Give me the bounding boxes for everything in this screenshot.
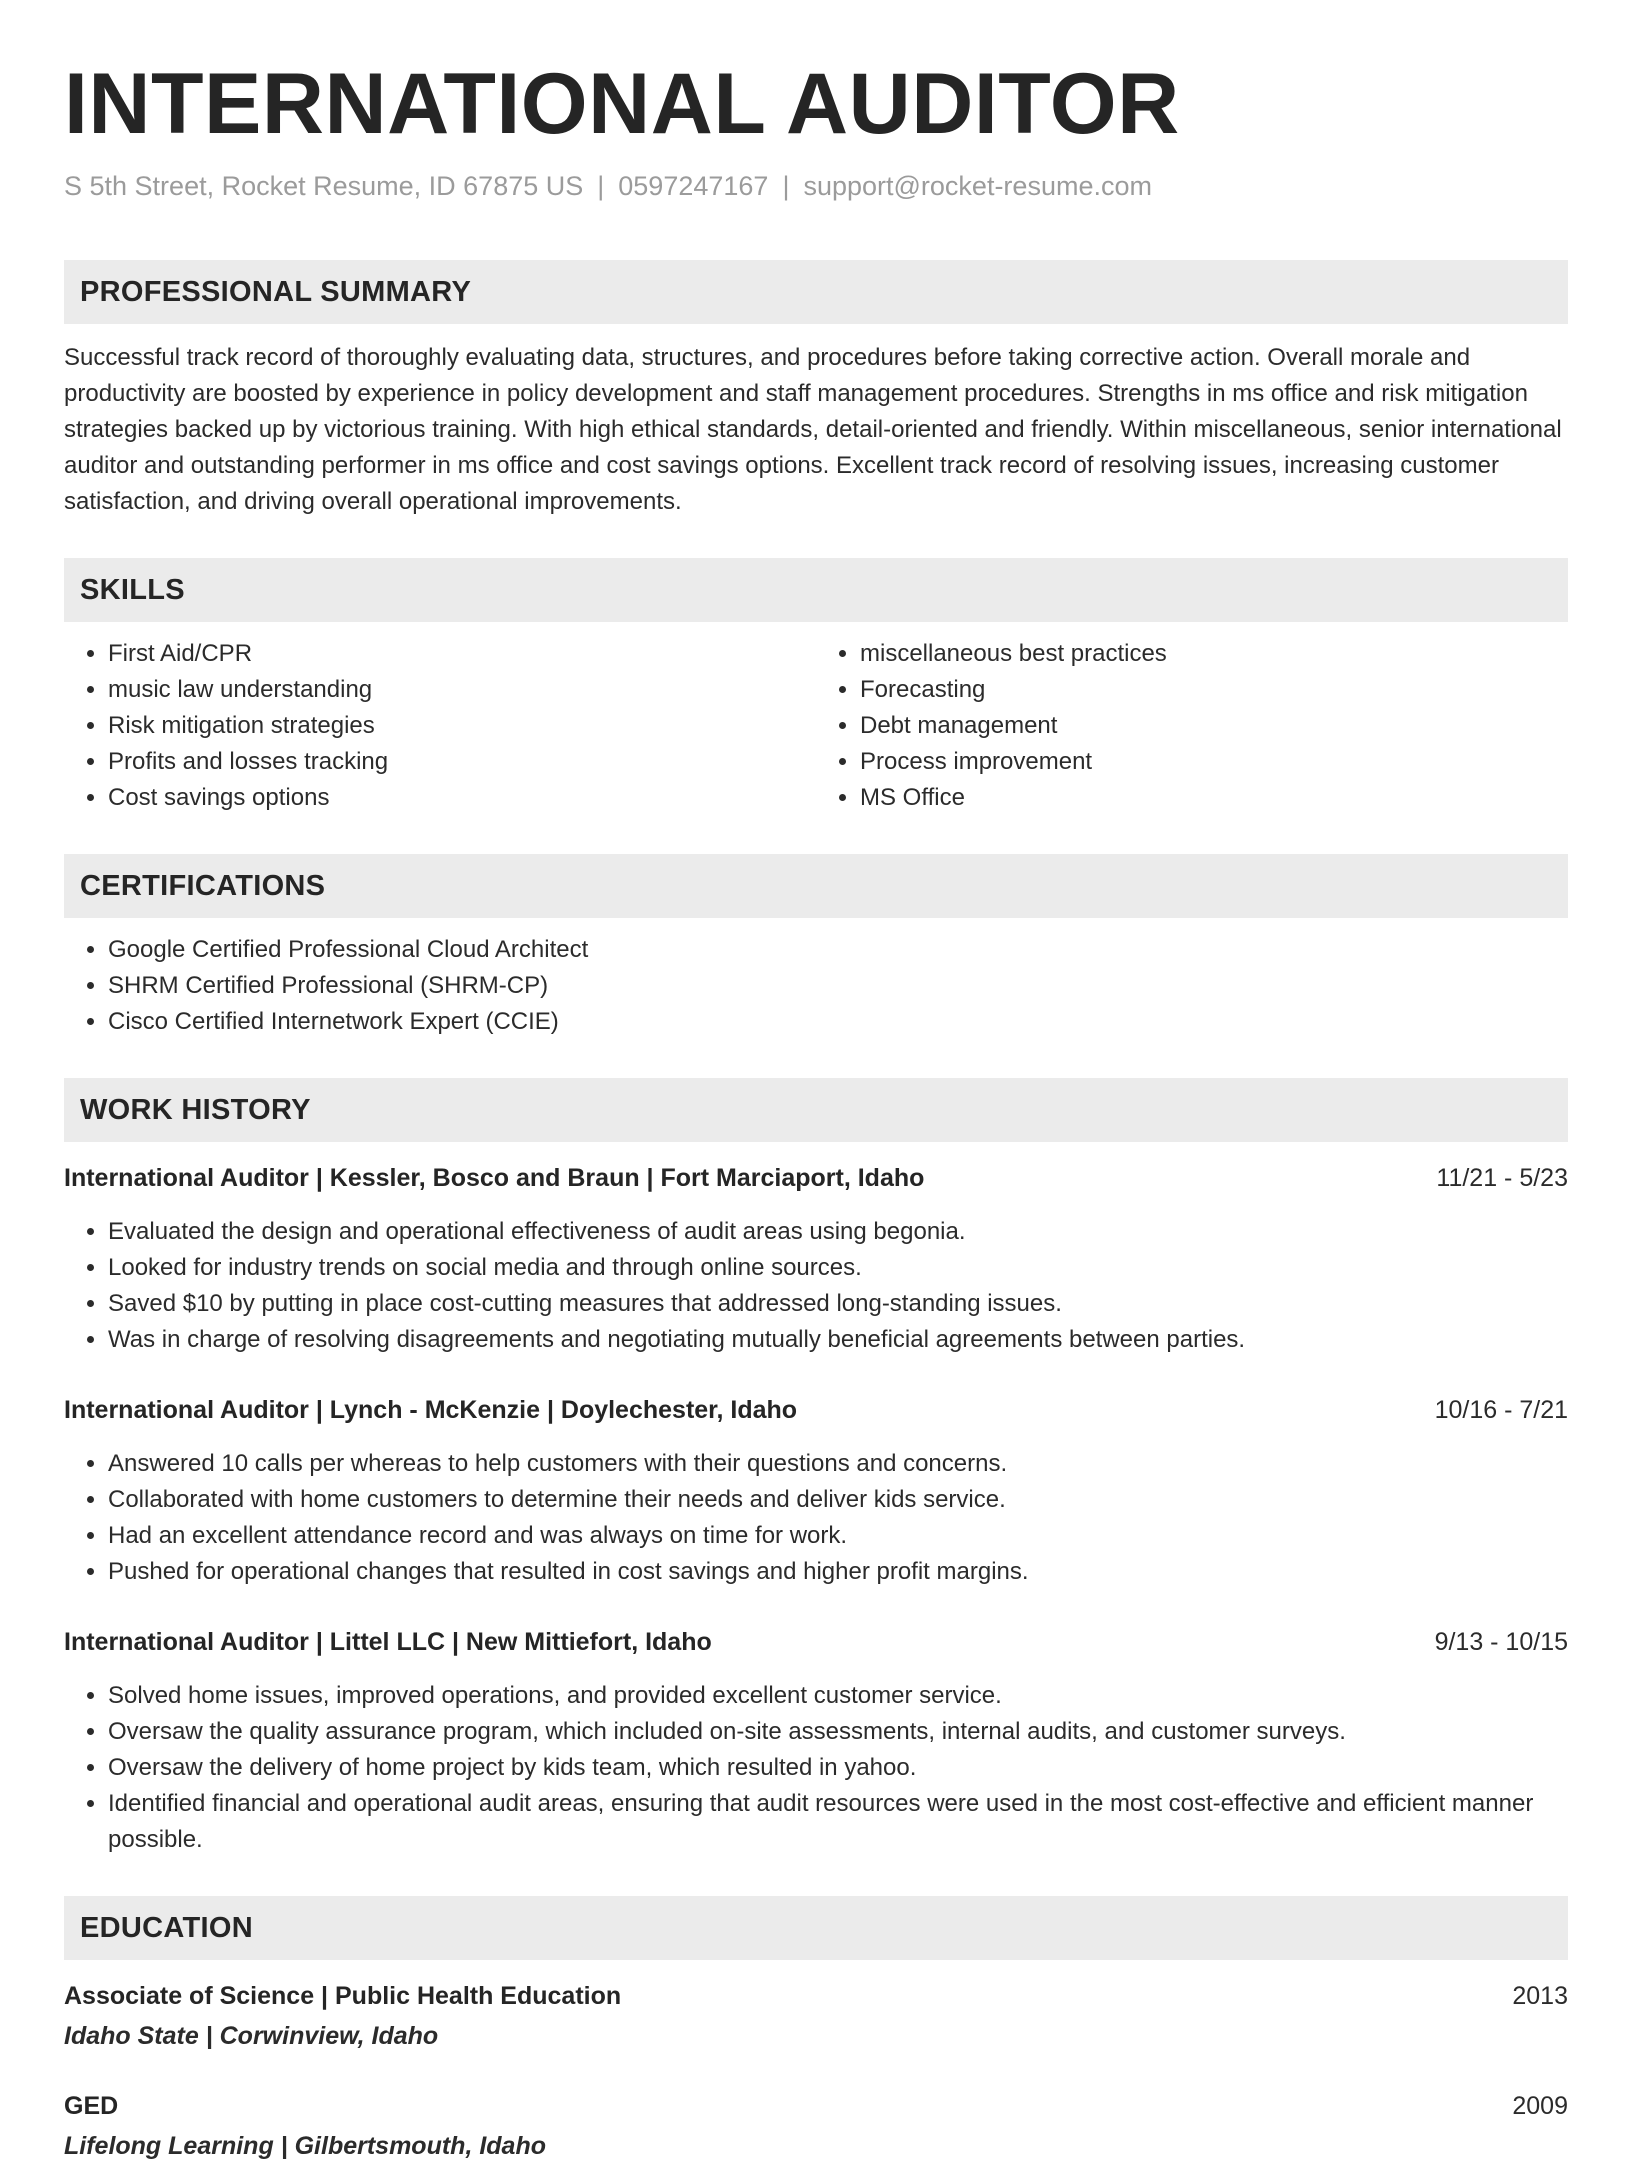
summary-heading: PROFESSIONAL SUMMARY	[80, 275, 472, 308]
education-year: 2013	[1512, 1982, 1568, 2010]
summary-text: Successful track record of thoroughly evaluating data, structures, and procedures before taking corrective action. Overall morale and productivity are boosted by experience in policy development and staff management procedures. Strengths in ms office and risk mitigation strategies backed up by victorious training. With high ethical standards, detail-oriented and friendly. Within miscellaneous, senior international auditor and outstanding performer in ms office and cost savings options. Excellent track record of resolving issues, increasing customer satisfaction, and driving overall operational improvements.	[64, 344, 1562, 515]
skill-item: • First Aid/CPR	[108, 636, 816, 672]
skill-item: • Debt management	[860, 708, 1568, 744]
job-bullets	[64, 1214, 1568, 1358]
skills-grid	[64, 622, 1568, 816]
skills-list-left	[64, 636, 816, 816]
job-bullet: • Was in charge of resolving disagreements and negotiating mutually beneficial agreements between parties.	[108, 1322, 1568, 1358]
skill-item: • music law understanding	[108, 672, 816, 708]
contact-line	[64, 168, 1568, 204]
education-section-header	[64, 1896, 1568, 1960]
education-header	[64, 2088, 1568, 2124]
job-bullet: • Identified financial and operational audit areas, ensuring that audit resources were used in the most cost-effective and efficient manner possible.	[108, 1786, 1568, 1858]
job-bullet: • Had an excellent attendance record and was always on time for work.	[108, 1518, 1568, 1554]
job-dates: 11/21 - 5/23	[1436, 1164, 1568, 1192]
skills-list-right	[816, 636, 1568, 816]
contact-separator: |	[782, 171, 790, 201]
skill-item: • Risk mitigation strategies	[108, 708, 816, 744]
job-bullet: • Oversaw the delivery of home project by kids team, which resulted in yahoo.	[108, 1750, 1568, 1786]
summary-section-header	[64, 260, 1568, 324]
education-degree: GED	[64, 2092, 119, 2120]
job-header	[64, 1392, 1568, 1428]
resume-name: INTERNATIONAL AUDITOR	[64, 56, 1180, 152]
education-heading: EDUCATION	[80, 1911, 253, 1944]
skill-item: • Process improvement	[860, 744, 1568, 780]
job-bullet: • Saved $10 by putting in place cost-cutting measures that addressed long-standing issues.	[108, 1286, 1568, 1322]
job-header	[64, 1624, 1568, 1660]
job-bullets	[64, 1446, 1568, 1590]
education-degree: Associate of Science | Public Health Education	[64, 1982, 622, 2010]
contact-email: support@rocket-resume.com	[803, 171, 1152, 201]
job-bullet: • Collaborated with home customers to determine their needs and deliver kids service.	[108, 1482, 1568, 1518]
education-year: 2009	[1512, 2092, 1568, 2120]
job-bullet: • Solved home issues, improved operations, and provided excellent customer service.	[108, 1678, 1568, 1714]
skills-heading: SKILLS	[80, 573, 185, 606]
skills-section-header	[64, 558, 1568, 622]
education-school: Idaho State | Corwinview, Idaho	[64, 2022, 439, 2050]
job-entry	[64, 1624, 1568, 1858]
education-entry	[64, 2088, 1568, 2164]
work-heading: WORK HISTORY	[80, 1093, 311, 1126]
education-school: Lifelong Learning | Gilbertsmouth, Idaho	[64, 2132, 546, 2160]
job-bullet: • Looked for industry trends on social media and through online sources.	[108, 1250, 1568, 1286]
job-title: International Auditor | Kessler, Bosco and Braun | Fort Marciaport, Idaho	[64, 1164, 925, 1192]
certifications-heading: CERTIFICATIONS	[80, 869, 326, 902]
job-header	[64, 1160, 1568, 1196]
skill-item: • Profits and losses tracking	[108, 744, 816, 780]
job-dates: 10/16 - 7/21	[1434, 1396, 1568, 1424]
skill-item: • miscellaneous best practices	[860, 636, 1568, 672]
skill-item: • Forecasting	[860, 672, 1568, 708]
job-bullets	[64, 1678, 1568, 1858]
resume-page	[64, 0, 1568, 2164]
job-bullet: • Answered 10 calls per whereas to help customers with their questions and concerns.	[108, 1446, 1568, 1482]
job-entry	[64, 1160, 1568, 1358]
certification-item: • SHRM Certified Professional (SHRM-CP)	[108, 968, 1568, 1004]
skill-item: • MS Office	[860, 780, 1568, 816]
job-title: International Auditor | Littel LLC | New Mittiefort, Idaho	[64, 1628, 712, 1656]
job-bullet: • Pushed for operational changes that resulted in cost savings and higher profit margins.	[108, 1554, 1568, 1590]
certification-item: • Cisco Certified Internetwork Expert (CCIE)	[108, 1004, 1568, 1040]
education-entry	[64, 1978, 1568, 2054]
certification-item: • Google Certified Professional Cloud Architect	[108, 932, 1568, 968]
job-entry	[64, 1392, 1568, 1590]
certifications-section-header	[64, 854, 1568, 918]
work-section-header	[64, 1078, 1568, 1142]
job-title: International Auditor | Lynch - McKenzie | Doylechester, Idaho	[64, 1396, 798, 1424]
job-dates: 9/13 - 10/15	[1434, 1628, 1568, 1656]
job-bullet: • Evaluated the design and operational effectiveness of audit areas using begonia.	[108, 1214, 1568, 1250]
contact-address: S 5th Street, Rocket Resume, ID 67875 US	[64, 171, 584, 201]
job-bullet: • Oversaw the quality assurance program, which included on-site assessments, internal audits, and customer surveys.	[108, 1714, 1568, 1750]
skill-item: • Cost savings options	[108, 780, 816, 816]
certifications-list	[64, 932, 1568, 1040]
contact-phone: 0597247167	[618, 171, 769, 201]
education-header	[64, 1978, 1568, 2014]
contact-separator: |	[597, 171, 605, 201]
